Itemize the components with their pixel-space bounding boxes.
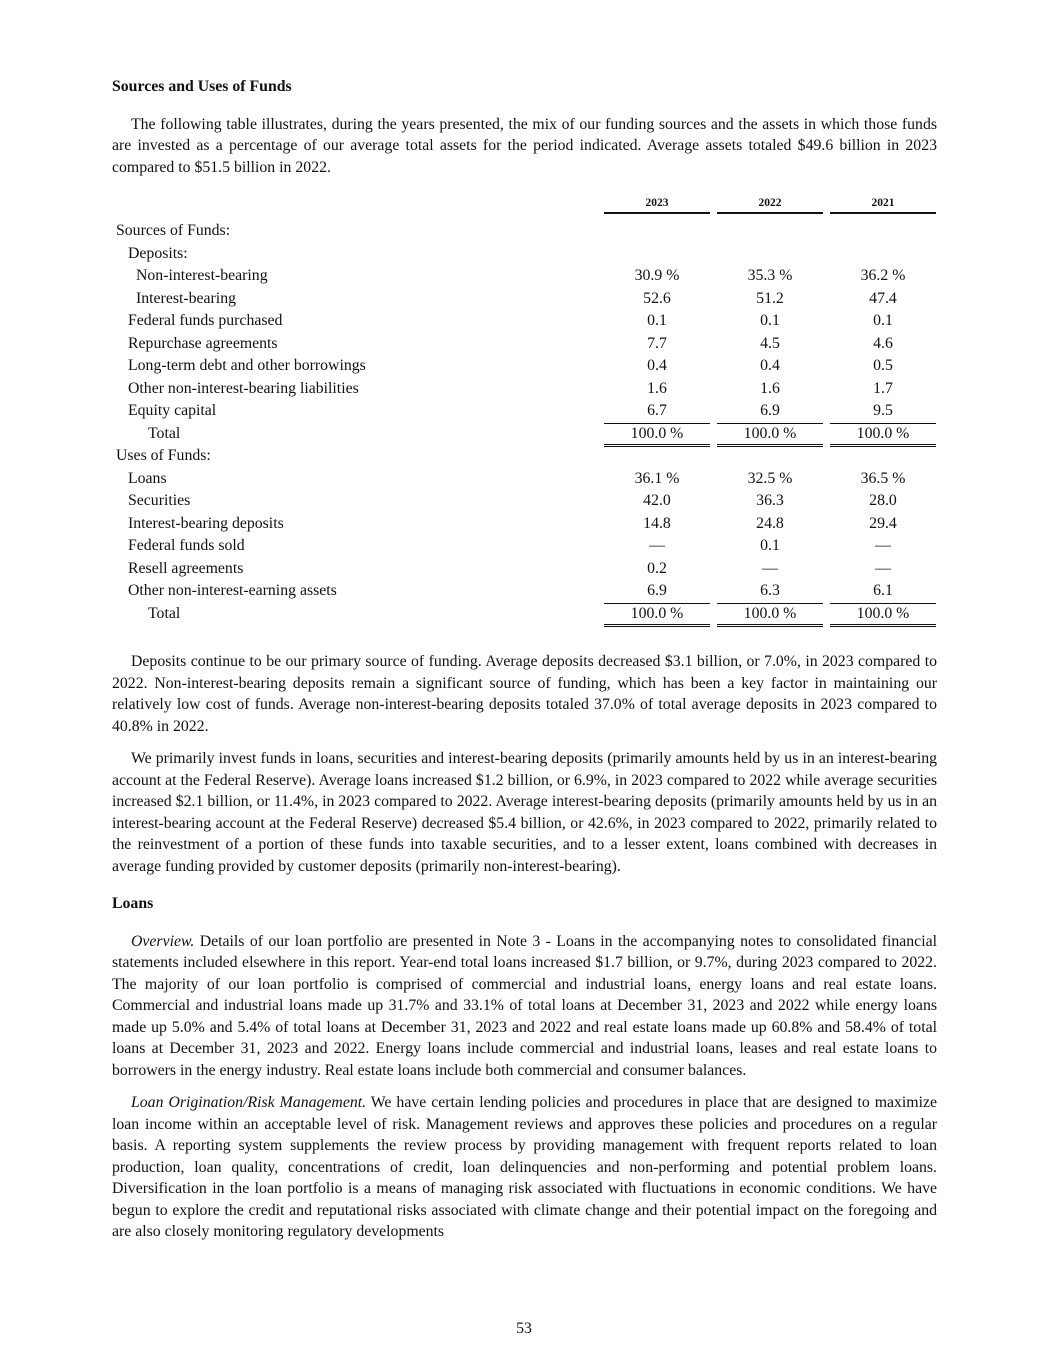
cell-2023: 6.7	[647, 402, 667, 419]
row-label: Long-term debt and other borrowings	[128, 357, 366, 374]
loans-heading: Loans	[112, 895, 154, 912]
section-title: Sources and Uses of Funds	[112, 78, 292, 95]
cell-2021: —	[875, 537, 891, 554]
cell-2021: 100.0 %	[830, 423, 936, 447]
row-label: Deposits:	[128, 244, 188, 262]
cell-2022: 100.0 %	[717, 423, 823, 447]
row-label: Total	[148, 424, 181, 442]
cell-2023: 0.4	[647, 357, 667, 374]
cell-2023: 6.9	[647, 582, 667, 599]
row-label: Sources of Funds:	[116, 222, 231, 239]
row-label: Resell agreements	[128, 559, 244, 577]
total-row	[112, 603, 937, 626]
cell-2022: 51.2	[756, 289, 784, 307]
cell-2021: 0.5	[873, 357, 893, 374]
investment-paragraph: We primarily invest funds in loans, securities and interest-bearing deposits (primarily amounts held by us in an interest-bearing account at the Federal Reserve). Average loans increased $1.2 billion, or 6.9%, in 2023 compared to 2022 while average securities increased $2.1 billion, or 11.4%, in 2023 compared to 2022. Average interest-bearing deposits (primarily amounts held by us in an interest-bearing account at the Federal Reserve) decreased $5.4 billion, or 42.6%, in 2023 compared to 2022, primarily related to the reinvestment of a portion of these funds into taxable securities, and to a lesser extent, loans combined with decreases in average funding provided by customer deposits (primarily non-interest-bearing).	[112, 750, 937, 875]
cell-2021: 36.5 %	[860, 469, 906, 487]
cell-2021: 6.1	[873, 582, 893, 599]
table-row	[112, 490, 937, 513]
cell-2023: 42.0	[643, 492, 671, 509]
cell-2022: 24.8	[756, 514, 784, 532]
row-label: Federal funds sold	[128, 537, 245, 554]
overview-text: Details of our loan portfolio are presented in Note 3 - Loans in the accompanying notes to consolidated financial statements included elsewhere in this report. Year-end total loans increased $1.7 billion, or 9.7%, during 2023 compared to 2022. The majority of our loan portfolio is comprised of commercial and industrial loans, energy loans and real estate loans. Commercial and industrial loans made up 31.7% and 33.1% of total loans at December 31, 2023 and 2022 while energy loans made up 5.0% and 5.4% of total loans at December 31, 2023 and 2022 and real estate loans made up 60.8% and 58.4% of total loans at December 31, 2023 and 2022. Energy loans include commercial and industrial loans, leases and real estate loans to borrowers in the energy industry. Real estate loans include both commercial and consumer balances.	[112, 932, 937, 1079]
table-row	[112, 310, 937, 333]
table-row	[112, 378, 937, 401]
total-row	[112, 423, 937, 446]
table-group-header	[112, 243, 937, 266]
cell-2023: 7.7	[647, 334, 667, 352]
row-label: Total	[148, 604, 181, 622]
deposits-paragraph: Deposits continue to be our primary source of funding. Average deposits decreased $3.1 billion, or 7.0%, in 2023 compared to 2022. Non-interest-bearing deposits remain a significant source of funding, which has been a key factor in maintaining our relatively low cost of funds. Average non-interest-bearing deposits totaled 37.0% of total average deposits in 2023 compared to 40.8% in 2022.	[112, 653, 937, 735]
cell-2022: 100.0 %	[717, 603, 823, 627]
cell-2022: 36.3	[756, 492, 784, 509]
cell-2023: 0.1	[647, 312, 667, 329]
cell-2023: 0.2	[647, 559, 667, 577]
row-label: Securities	[128, 492, 191, 509]
cell-2022: 6.3	[760, 582, 780, 599]
row-label: Federal funds purchased	[128, 312, 283, 329]
row-label: Repurchase agreements	[128, 334, 278, 352]
row-label: Other non-interest-bearing liabilities	[128, 379, 359, 397]
row-label: Loans	[128, 469, 167, 487]
cell-2021: 1.7	[873, 379, 893, 397]
row-label: Interest-bearing deposits	[128, 514, 284, 532]
cell-2022: 32.5 %	[747, 469, 793, 487]
overview-paragraph	[112, 931, 937, 1082]
table-group-header	[112, 220, 937, 243]
cell-2023: 36.1 %	[634, 469, 680, 487]
cell-2021: 28.0	[869, 492, 897, 509]
sources-uses-table	[112, 196, 937, 625]
table-row	[112, 558, 937, 581]
year-header-2023: 2023	[604, 196, 710, 214]
table-row	[112, 265, 937, 288]
cell-2021: 4.6	[873, 334, 893, 352]
year-header-row	[112, 196, 937, 220]
cell-2022: 4.5	[760, 334, 780, 352]
row-label: Equity capital	[128, 402, 217, 419]
row-label: Uses of Funds:	[116, 447, 211, 464]
page-number: 53	[516, 1320, 532, 1337]
cell-2021: —	[875, 559, 891, 577]
cell-2021: 47.4	[869, 289, 897, 307]
origination-paragraph	[112, 1092, 937, 1243]
table-row	[112, 400, 937, 423]
cell-2021: 0.1	[873, 312, 893, 329]
cell-2021: 36.2 %	[860, 267, 906, 284]
table-group-header	[112, 445, 937, 468]
document-page	[112, 76, 937, 1254]
year-header-2022: 2022	[717, 196, 823, 214]
table-row	[112, 333, 937, 356]
row-label: Interest-bearing	[136, 289, 236, 307]
row-label: Non-interest-bearing	[136, 267, 268, 284]
cell-2022: 0.1	[760, 537, 780, 554]
table-row	[112, 355, 937, 378]
origination-text: We have certain lending policies and procedures in place that are designed to maximize loan income within an acceptable level of risk. Management reviews and approves these policies and procedures on a regular basis. A reporting system supplements the review process by providing management with frequent reports related to loan production, loan quality, concentrations of credit, loan delinquencies and non-performing and potential problem loans. Diversification in the loan portfolio is a means of managing risk associated with fluctuations in economic conditions. We have begun to explore the credit and reputational risks associated with climate change and their potential impact on the foregoing and are also closely monitoring regulatory developments	[112, 1094, 937, 1240]
cell-2022: 0.4	[760, 357, 780, 374]
cell-2023: 14.8	[643, 514, 671, 532]
table-row	[112, 513, 937, 536]
table-row	[112, 535, 937, 558]
overview-lead: Overview.	[131, 932, 195, 950]
year-header-2021: 2021	[830, 196, 936, 214]
table-row	[112, 468, 937, 491]
cell-2023: 100.0 %	[604, 423, 710, 447]
cell-2023: —	[649, 537, 665, 554]
table-row	[112, 288, 937, 311]
cell-2023: 100.0 %	[604, 603, 710, 627]
intro-paragraph: The following table illustrates, during the years presented, the mix of our funding sources and the assets in which those funds are invested as a percentage of our average total assets for the period indicated. Average assets totaled $49.6 billion in 2023 compared to $51.5 billion in 2022.	[112, 115, 937, 176]
cell-2021: 100.0 %	[830, 603, 936, 627]
origination-lead: Loan Origination/Risk Management.	[131, 1094, 367, 1111]
table-row	[112, 580, 937, 603]
cell-2022: —	[762, 559, 778, 577]
cell-2022: 6.9	[760, 402, 780, 419]
cell-2021: 29.4	[869, 514, 897, 532]
cell-2023: 1.6	[647, 379, 667, 397]
cell-2023: 30.9 %	[634, 267, 680, 284]
cell-2022: 0.1	[760, 312, 780, 329]
row-label: Other non-interest-earning assets	[128, 582, 337, 599]
cell-2021: 9.5	[873, 402, 893, 419]
cell-2022: 1.6	[760, 379, 780, 397]
cell-2022: 35.3 %	[747, 267, 793, 284]
cell-2023: 52.6	[643, 289, 671, 307]
table-body	[112, 220, 937, 625]
